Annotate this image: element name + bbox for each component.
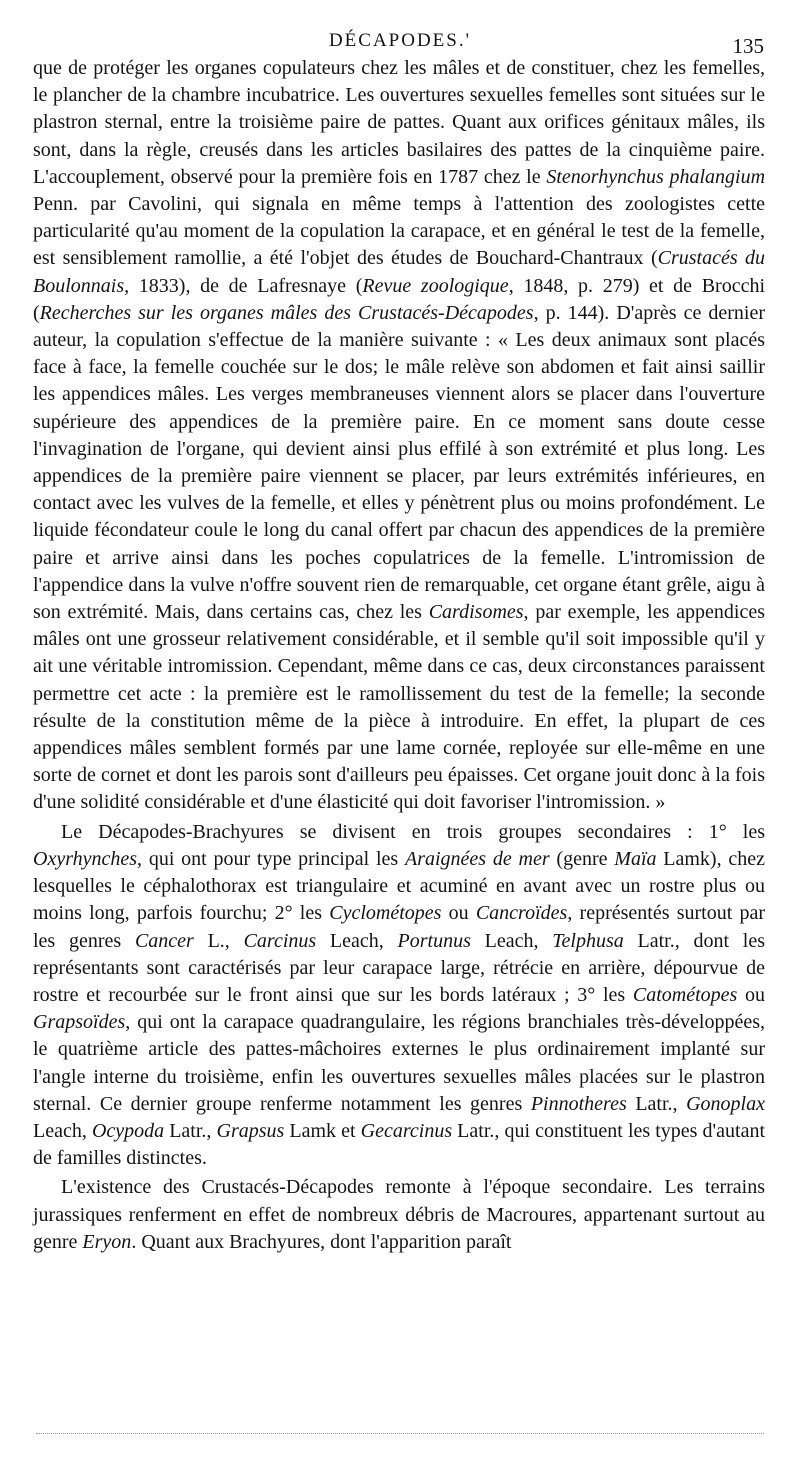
text-run: (genre — [549, 847, 615, 870]
text-run: L., — [193, 929, 244, 952]
paragraph-fossil-record — [33, 1174, 765, 1256]
text-run: Latr., — [164, 1119, 217, 1142]
text-run: Penn. par Cavolini, qui signala en même temps à l'attention des zoologistes cette particularité qu'au moment de la copulation la carapace, et en général le test de la femelle, est sensiblement ramollie, a été l'objet des études de Bouchard-Chantraux ( — [33, 193, 765, 270]
text-run: , 1848, p. 279) et de Brocchi ( — [33, 274, 765, 324]
italic-run: Cancer — [134, 929, 194, 952]
paragraph-brachyures-groups — [33, 819, 765, 1173]
text-run: , représentés surtout par les genres — [33, 902, 766, 952]
text-run: Latr., dont les représentants sont caractérisés par leur carapace large, rétrécie en arrière, dépourvue de rostre et recourbée sur le front ainsi que sur les bords latéraux ; 3° les — [33, 929, 765, 1006]
text-run: Lamk et — [284, 1119, 361, 1142]
italic-run: Crustacés du Boulonnais, — [33, 247, 766, 297]
italic-run: Cardisomes — [428, 601, 524, 624]
body-text — [33, 55, 765, 1256]
text-run: ou — [737, 983, 766, 1006]
italic-run: Gecarcinus — [360, 1119, 453, 1142]
italic-run: Recherches sur les organes mâles des Crustacés-Décapodes — [39, 301, 534, 324]
italic-run: Ocypoda — [91, 1119, 165, 1142]
italic-run: Carcinus — [243, 929, 317, 952]
italic-run: Revue zoologique — [362, 274, 509, 297]
text-run: Leach, — [470, 929, 553, 952]
page-number: 135 — [732, 34, 764, 58]
italic-run: Portunus — [397, 929, 471, 952]
italic-run: Araignées de mer — [405, 847, 550, 870]
text-run: ou — [441, 902, 476, 925]
text-run: , qui ont pour type principal les — [137, 847, 405, 870]
italic-run: Cancroïdes — [475, 902, 568, 925]
text-run: , qui ont la carapace quadrangulaire, les régions branchiales très-développées, le quatrième article des pattes-mâchoires externes le plus ordinairement implanté sur l'angle interne du troisième, enfin les ouvertures sexuelles mâles placées sur le plastron sternal. Ce dernier groupe renferme notamment les genres — [33, 1011, 765, 1115]
text-run: 1833), de de Lafresnaye ( — [129, 274, 363, 297]
italic-run: Oxyrhynches — [33, 847, 138, 870]
footer-rule — [36, 1433, 764, 1434]
italic-run: Maïa — [614, 847, 657, 870]
italic-run: Pinnotheres — [530, 1092, 627, 1115]
italic-run: Telphusa — [552, 929, 624, 952]
text-run: Leach, — [33, 1119, 92, 1142]
paragraph-copulation — [33, 55, 765, 817]
text-run: , par exemple, les appendices mâles ont une grosseur relativement considérable, et il semble qu'il soit impossible qu'il y ait une véritable intromission. Cependant, même dans ce cas, deux circonstances paraissent permettre cet acte : la première est le ramollissement du test de la femelle; la seconde résulte de la constitution même de la pièce à introduire. En effet, la plupart de ces appendices mâles semblent formés par une lame cornée, reployée sur elle-même en une sorte de cornet et dont les parois sont d'ailleurs peu épaisses. Cet organe jouit donc à la fois d'une solidité considérable et d'une élasticité qui doit favoriser l'intromission. » — [33, 601, 765, 814]
italic-run: Gonoplax — [686, 1092, 765, 1115]
text-run: Latr., — [626, 1092, 687, 1115]
text-run: . Quant aux Brachyures, dont l'apparition paraît — [131, 1230, 512, 1253]
text-run: que de protéger les organes copulateurs chez les mâles et de constituer, chez les femelles, le plancher de la chambre incubatrice. Les ouvertures sexuelles femelles sont situées sur le plastron sternal, entre la troisième paire de pattes. Quant aux orifices génitaux mâles, ils sont, dans la règle, creusés dans les articles basilaires des pattes de la cinquième paire. L'accouplement, observé pour la première fois en 1787 chez le — [33, 57, 765, 188]
italic-run: Cyclométopes — [329, 902, 442, 925]
italic-run: Catométopes — [632, 983, 738, 1006]
italic-run: Eryon — [82, 1230, 132, 1253]
italic-run: Stenorhynchus phalangium — [546, 165, 766, 188]
text-run: Lamk), chez lesquelles le céphalothorax est triangulaire et acuminé en avant avec un rostre plus ou moins long, parfois fourchu; 2° les — [33, 847, 765, 925]
italic-run: Grapsus — [216, 1119, 285, 1142]
text-run: Latr., qui constituent les types d'autant de familles distinctes. — [33, 1119, 766, 1170]
text-run: Le Décapodes-Brachyures se divisent en trois groupes secondaires : 1° les — [61, 820, 765, 843]
text-run: L'existence des Crustacés-Décapodes remonte à l'époque secondaire. Les terrains jurassiques renferment en effet de nombreux débris de Macroures, appartenant surtout au genre — [33, 1176, 765, 1253]
text-run: , p. 144). D'après ce dernier auteur, la copulation s'effectue de la manière suivante : « Les deux animaux sont placés face à face, la femelle couchée sur le dos; le mâle relève son abdomen et fait ainsi saillir les appendices mâles. Les verges membraneuses viennent alors se placer dans l'ouverture supérieure des appendices de la première paire. En ce moment sans doute cesse l'invagination de l'organe, qui devient ainsi plus effilé à son extrémité et plus long. Les appendices de la première paire viennent se placer, par leurs extrémités inférieures, en contact avec les vulves de la femelle, et elles y pénètrent plus ou moins profondément. Le liquide fécondateur coule le long du canal offert par chacun des appendices de la première paire et arrive ainsi dans les poches copulatrices de la femelle. L'intromission de l'appendice dans la vulve n'offre souvent rien de remarquable, cet organe étant grêle, aigu à son extrémité. Mais, dans certains cas, chez les — [33, 301, 765, 624]
text-run: Leach, — [316, 929, 398, 952]
running-title: DÉCAPODES.' — [328, 30, 472, 51]
italic-run: Grapsoïdes — [33, 1011, 126, 1034]
